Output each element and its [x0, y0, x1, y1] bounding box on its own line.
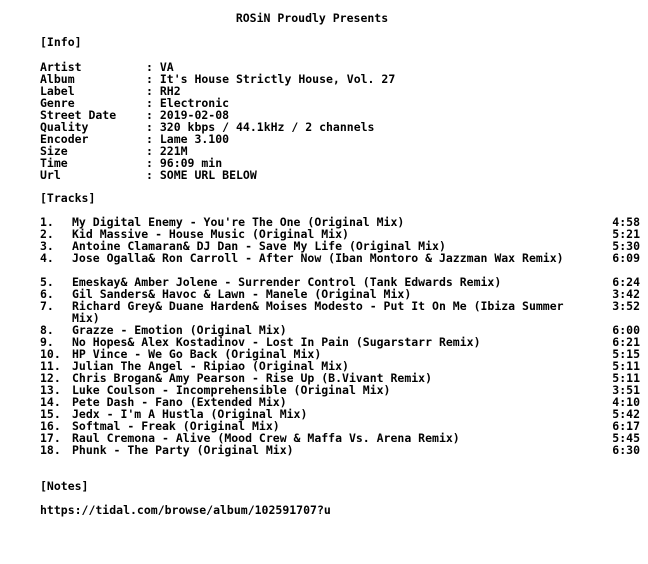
- info-key-album: Album: [40, 72, 75, 86]
- track-duration: 5:11: [612, 359, 640, 373]
- info-key-quality: Quality: [40, 120, 89, 134]
- track-number: 14.: [40, 395, 61, 409]
- info-key-time: Time: [40, 156, 68, 170]
- track-number: 16.: [40, 419, 61, 433]
- track-number: 15.: [40, 407, 61, 421]
- track-number: 9.: [40, 335, 54, 349]
- track-title: Luke Coulson - Incomprehensible (Original Mix): [72, 383, 391, 397]
- track-duration: 6:24: [612, 275, 640, 289]
- notes-heading: [Notes]: [40, 479, 89, 493]
- track-duration: 3:52: [612, 299, 640, 313]
- info-value-album: : It's House Strictly House, Vol. 27: [146, 72, 396, 86]
- track-duration: 6:00: [612, 323, 640, 337]
- track-title: Raul Cremona - Alive (Mood Crew & Maffa Vs. Arena Remix): [72, 431, 460, 445]
- info-key-street-date: Street Date: [40, 108, 117, 122]
- track-duration: 6:30: [612, 443, 640, 457]
- info-value-url: : SOME URL BELOW: [146, 168, 257, 182]
- track-number: 1.: [40, 215, 54, 229]
- track-title: Grazze - Emotion (Original Mix): [72, 323, 287, 337]
- info-key-url: Url: [40, 168, 61, 182]
- track-duration: 3:42: [612, 287, 640, 301]
- info-value-artist: : VA: [146, 60, 174, 74]
- track-number: 3.: [40, 239, 54, 253]
- info-value-genre: : Electronic: [146, 96, 230, 110]
- track-number: 2.: [40, 227, 54, 241]
- notes-url: https://tidal.com/browse/album/102591707?u: [40, 503, 331, 517]
- info-key-encoder: Encoder: [40, 132, 89, 146]
- track-number: 10.: [40, 347, 61, 361]
- info-key-size: Size: [40, 144, 68, 158]
- track-duration: 5:15: [612, 347, 640, 361]
- track-number: 5.: [40, 275, 54, 289]
- track-number: 8.: [40, 323, 54, 337]
- track-duration: 3:51: [612, 383, 640, 397]
- track-duration: 6:21: [612, 335, 640, 349]
- track-duration: 4:10: [612, 395, 640, 409]
- track-title: Pete Dash - Fano (Extended Mix): [72, 395, 287, 409]
- info-heading: [Info]: [40, 35, 82, 49]
- track-title: Antoine Clamaran& DJ Dan - Save My Life (Original Mix): [72, 239, 446, 253]
- info-value-street-date: : 2019-02-08: [146, 108, 230, 122]
- track-title: Richard Grey& Duane Harden& Moises Modesto - Put It On Me (Ibiza Summer Mix): [72, 299, 564, 325]
- track-title: Jedx - I'm A Hustla (Original Mix): [72, 407, 308, 421]
- track-duration: 6:17: [612, 419, 640, 433]
- track-duration: 4:58: [612, 215, 640, 229]
- track-number: 4.: [40, 251, 54, 265]
- track-title: Jose Ogalla& Ron Carroll - After Now (Iban Montoro & Jazzman Wax Remix): [72, 251, 564, 265]
- track-duration: 5:11: [612, 371, 640, 385]
- info-value-encoder: : Lame 3.100: [146, 132, 230, 146]
- track-number: 12.: [40, 371, 61, 385]
- info-key-label: Label: [40, 84, 75, 98]
- info-key-genre: Genre: [40, 96, 75, 110]
- track-title: Chris Brogan& Amy Pearson - Rise Up (B.Vivant Remix): [72, 371, 433, 385]
- track-number: 13.: [40, 383, 61, 397]
- track-title: Phunk - The Party (Original Mix): [72, 443, 294, 457]
- track-number: 7.: [40, 299, 54, 313]
- info-value-size: : 221M: [146, 144, 188, 158]
- info-value-label: : RH2: [146, 84, 181, 98]
- track-duration: 5:45: [612, 431, 640, 445]
- track-number: 18.: [40, 443, 61, 457]
- track-title: My Digital Enemy - You're The One (Original Mix): [72, 215, 405, 229]
- track-title: HP Vince - We Go Back (Original Mix): [72, 347, 322, 361]
- info-value-time: : 96:09 min: [146, 156, 223, 170]
- track-title: No Hopes& Alex Kostadinov - Lost In Pain (Sugarstarr Remix): [72, 335, 481, 349]
- track-number: 11.: [40, 359, 61, 373]
- track-title: Emeskay& Amber Jolene - Surrender Control (Tank Edwards Remix): [72, 275, 502, 289]
- info-key-artist: Artist: [40, 60, 82, 74]
- page-title: ROSiN Proudly Presents: [235, 11, 389, 25]
- info-value-quality: : 320 kbps / 44.1kHz / 2 channels: [146, 120, 375, 134]
- track-duration: 5:42: [612, 407, 640, 421]
- track-number: 17.: [40, 431, 61, 445]
- track-duration: 5:30: [612, 239, 640, 253]
- tracks-heading: [Tracks]: [40, 191, 96, 205]
- track-duration: 5:21: [612, 227, 640, 241]
- track-title: Kid Massive - House Music (Original Mix): [72, 227, 349, 241]
- track-title: Softmal - Freak (Original Mix): [72, 419, 280, 433]
- track-title: Gil Sanders& Havoc & Lawn - Manele (Original Mix): [72, 287, 412, 301]
- track-title: Julian The Angel - Ripiao (Original Mix): [72, 359, 349, 373]
- track-duration: 6:09: [612, 251, 640, 265]
- track-number: 6.: [40, 287, 54, 301]
